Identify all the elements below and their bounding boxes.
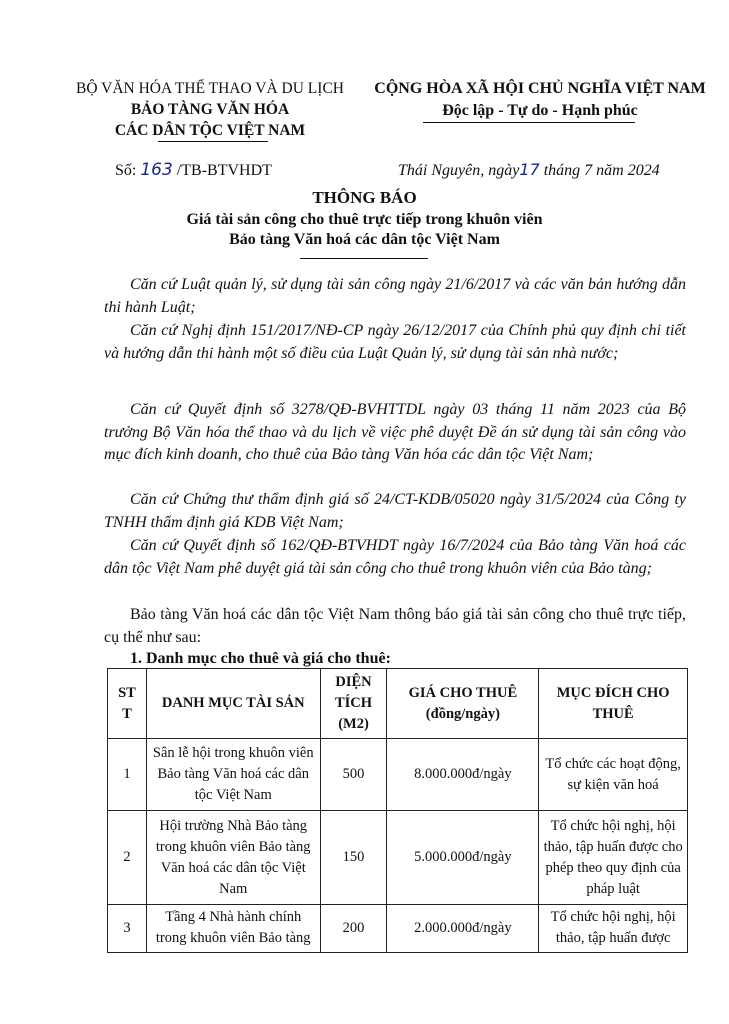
header-area: DIỆN TÍCH (M2) [320,669,387,739]
document-subtitle [0,210,729,250]
agency-underline [158,141,268,142]
header-stt: ST T [108,669,147,739]
document-number [115,160,272,180]
table-header-row [108,669,688,739]
cell-area: 200 [320,905,387,953]
basis-paragraph-5: Căn cứ Quyết định số 162/QĐ-BTVHDT ngày 16/7/2024 của Bảo tàng Văn hoá các dân tộc Việt Nam phê duyệt giá tài sản công cho thuê trong khuôn viên của Bảo tàng; [104,537,686,577]
title-underline [300,258,428,259]
header-price: GIÁ CHO THUÊ (đồng/ngày) [387,669,539,739]
doc-number-prefix: Số: [115,162,137,179]
date-suffix: tháng 7 năm 2024 [543,162,660,179]
table-row [108,811,688,905]
cell-asset: Sân lễ hội trong khuôn viên Bảo tàng Văn hoá các dân tộc Việt Nam [146,739,320,811]
date-prefix: Thái Nguyên, ngày [398,162,520,179]
table-row [108,739,688,811]
subtitle-line2: Bảo tàng Văn hoá các dân tộc Việt Nam [229,231,500,248]
doc-number-suffix: /TB-BTVHDT [176,162,272,179]
cell-purpose: Tổ chức hội nghị, hội thảo, tập huấn được cho phép theo quy định của pháp luật [539,811,688,905]
header-asset: DANH MỤC TÀI SẢN [146,669,320,739]
document-title: THÔNG BÁO [312,188,417,207]
cell-asset: Tầng 4 Nhà hành chính trong khuôn viên Bảo tàng [146,905,320,953]
basis-paragraph-3: Căn cứ Quyết định số 3278/QĐ-BVHTTDL ngày 03 tháng 11 năm 2023 của Bộ trưởng Bộ Văn hóa thể thao và du lịch về việc phê duyệt Đề án sử dụng tài sản công vào mục đích kinh doanh, cho thuê của Bảo tàng Văn hóa các dân tộc Việt Nam; [104,401,686,463]
rental-assets-table [107,668,688,953]
doc-number-handwritten: 163 [140,160,173,180]
national-header [365,78,715,122]
basis-paragraph-4: Căn cứ Chứng thư thẩm định giá số 24/CT-KDB/05020 ngày 31/5/2024 của Công ty TNHH thẩm định giá KDB Việt Nam; [104,491,686,531]
agency-ministry: BỘ VĂN HÓA THỂ THAO VÀ DU LỊCH [76,80,344,97]
cell-stt: 2 [108,811,147,905]
cell-asset: Hội trường Nhà Bảo tàng trong khuôn viên Bảo tàng Văn hoá các dân tộc Việt Nam [146,811,320,905]
cell-stt: 3 [108,905,147,953]
cell-purpose: Tổ chức hội nghị, hội thảo, tập huấn được [539,905,688,953]
basis-paragraph-1: Căn cứ Luật quản lý, sử dụng tài sản công ngày 21/6/2017 và các văn bản hướng dẫn thi hành Luật; [104,276,686,316]
cell-stt: 1 [108,739,147,811]
table-row [108,905,688,953]
cell-area: 500 [320,739,387,811]
agency-name-line1: BẢO TÀNG VĂN HÓA [130,101,290,118]
motto-underline [423,122,635,123]
issuing-agency [60,78,360,141]
cell-purpose: Tổ chức các hoạt động, sự kiện văn hoá [539,739,688,811]
cell-price: 5.000.000đ/ngày [387,811,539,905]
agency-name-line2: CÁC DÂN TỘC VIỆT NAM [114,122,306,139]
cell-price: 2.000.000đ/ngày [387,905,539,953]
basis-paragraph-2: Căn cứ Nghị định 151/2017/NĐ-CP ngày 26/12/2017 của Chính phủ quy định chi tiết và hướng dẫn thi hành một số điều của Luật Quản lý, sử dụng tài sản nhà nước; [104,322,686,362]
document-date [398,160,660,180]
national-title: CỘNG HÒA XÃ HỘI CHỦ NGHĨA VIỆT NAM [374,80,706,97]
subtitle-line1: Giá tài sản công cho thuê trực tiếp trong khuôn viên [186,211,543,228]
date-day-handwritten: 17 [519,160,540,179]
cell-area: 150 [320,811,387,905]
section-heading: 1. Danh mục cho thuê và giá cho thuê: [130,650,391,667]
header-purpose: MỤC ĐÍCH CHO THUÊ [539,669,688,739]
national-motto: Độc lập - Tự do - Hạnh phúc [442,102,638,119]
announcement-paragraph: Bảo tàng Văn hoá các dân tộc Việt Nam thông báo giá tài sản công cho thuê trực tiếp, cụ thể như sau: [104,606,686,646]
cell-price: 8.000.000đ/ngày [387,739,539,811]
